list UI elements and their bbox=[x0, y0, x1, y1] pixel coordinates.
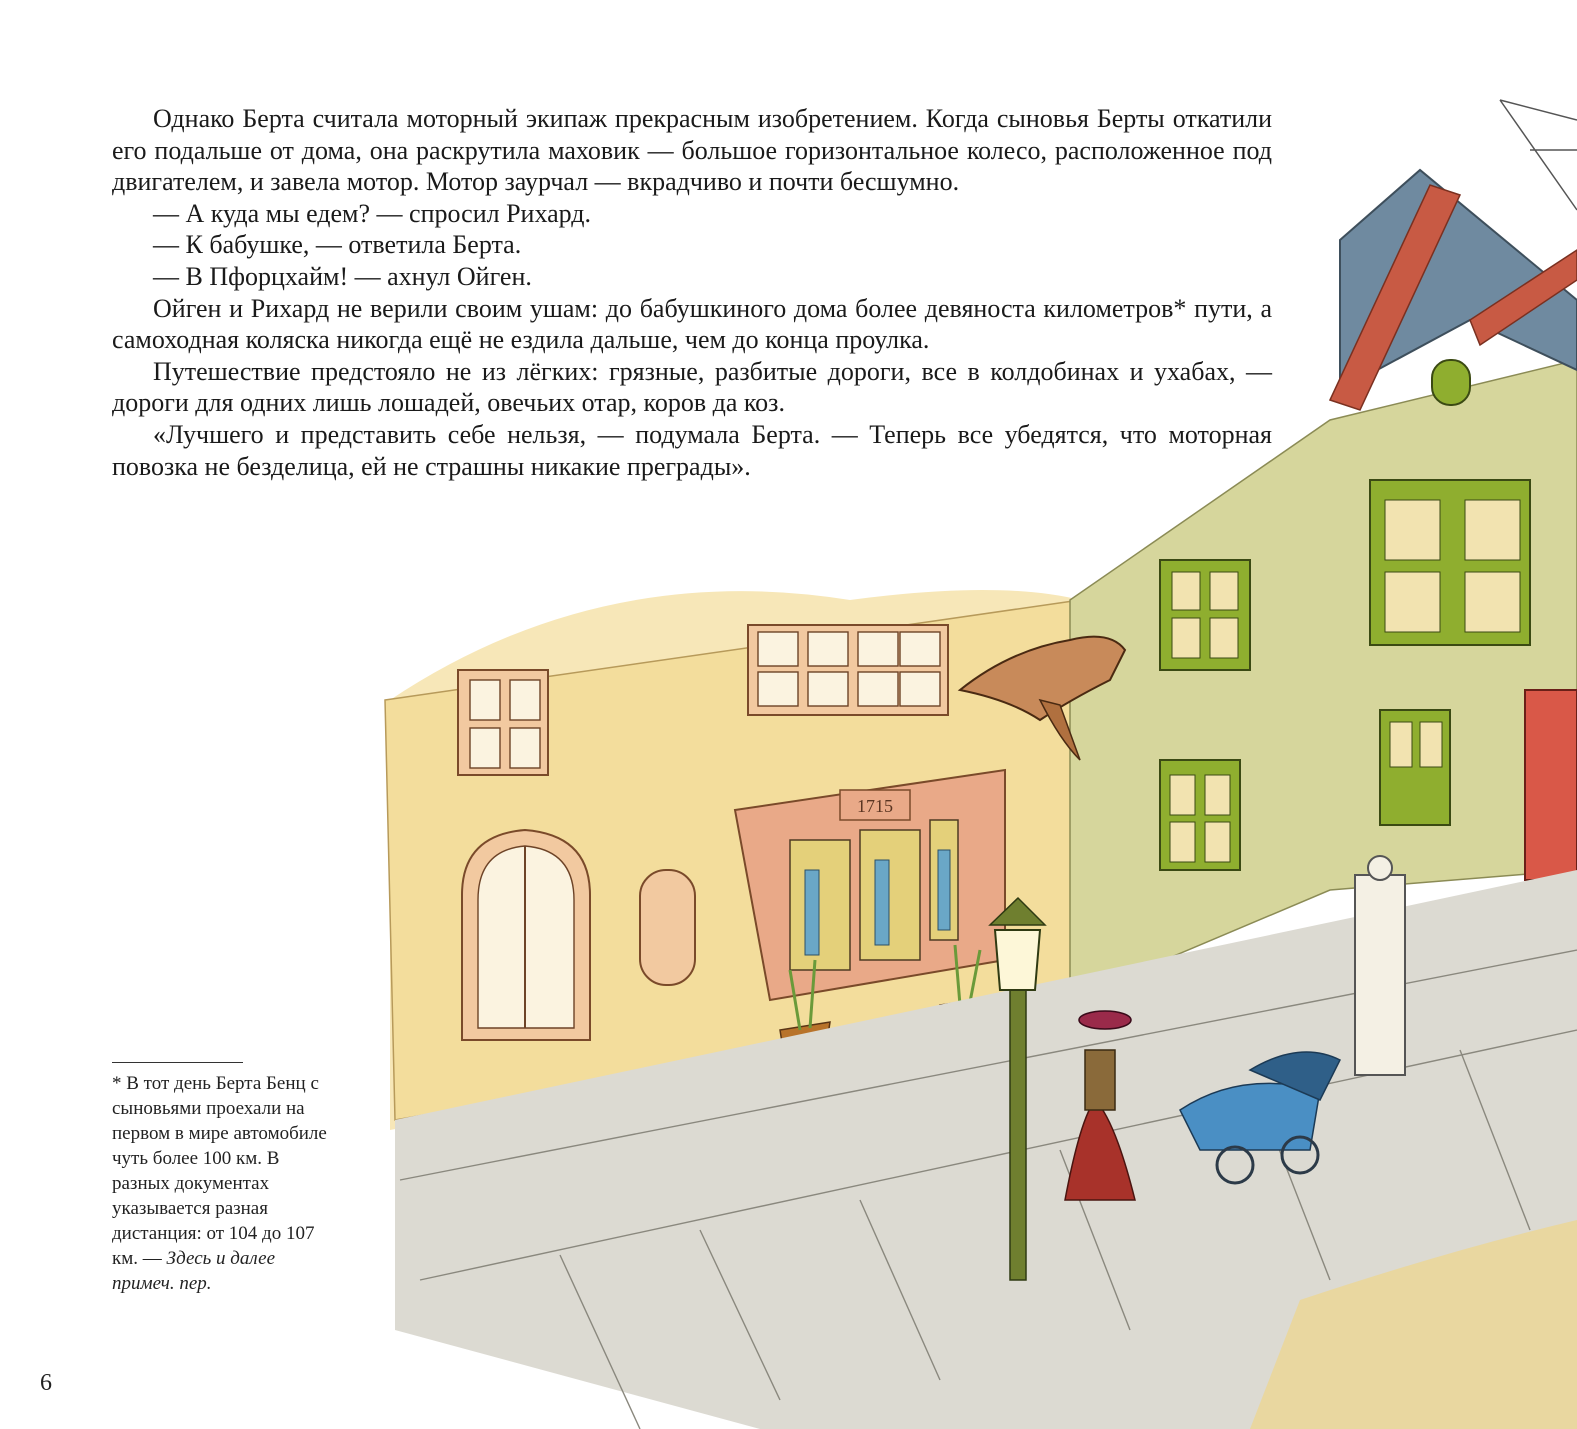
dialogue-line: — К бабушке, — ответила Берта. bbox=[153, 230, 522, 260]
door-number: 1715 bbox=[857, 796, 893, 816]
paragraph: Путешествие предстояло не из лёгких: грязные, разбитые дороги, все в колдобинах и ухабах, — дороги для одних лишь лошадей, овечьих отар, коров да коз. bbox=[112, 356, 1272, 418]
footnote-translator-note: Здесь и далее примеч. пер. bbox=[112, 1248, 276, 1294]
page-number: 6 bbox=[40, 1370, 52, 1396]
paragraph: «Лучшего и представить себе нельзя, — подумала Берта. — Теперь все убедятся, что моторная повозка не безделица, ей не страшны никакие преграды». bbox=[112, 419, 1272, 481]
paragraph: Однако Берта считала моторный экипаж прекрасным изобретением. Когда сыновья Берты откатили его подальше от дома, она раскрутила маховик — большое горизонтальное колесо, расположенное под двигателем, и завела мотор. Мотор заурчал — вкрадчиво и почти бесшумно. bbox=[112, 104, 1272, 197]
footnote-text: * В тот день Берта Бенц с сыновьями проехали на первом в мире автомобиле чуть более 100 км. В разных документах указывается разная дистанция: от 104 до 107 км. — bbox=[112, 1073, 327, 1269]
dialogue-line: — В Пфорцхайм! — ахнул Ойген. bbox=[153, 261, 532, 291]
dialogue-line: — А куда мы едем? — спросил Рихард. bbox=[153, 198, 592, 228]
body-text bbox=[112, 103, 1272, 482]
paragraph: Ойген и Рихард не верили своим ушам: до бабушкиного дома более девяноста километров* пути, а самоходная коляска никогда ещё не ездила дальше, чем до конца проулка. bbox=[112, 293, 1272, 355]
